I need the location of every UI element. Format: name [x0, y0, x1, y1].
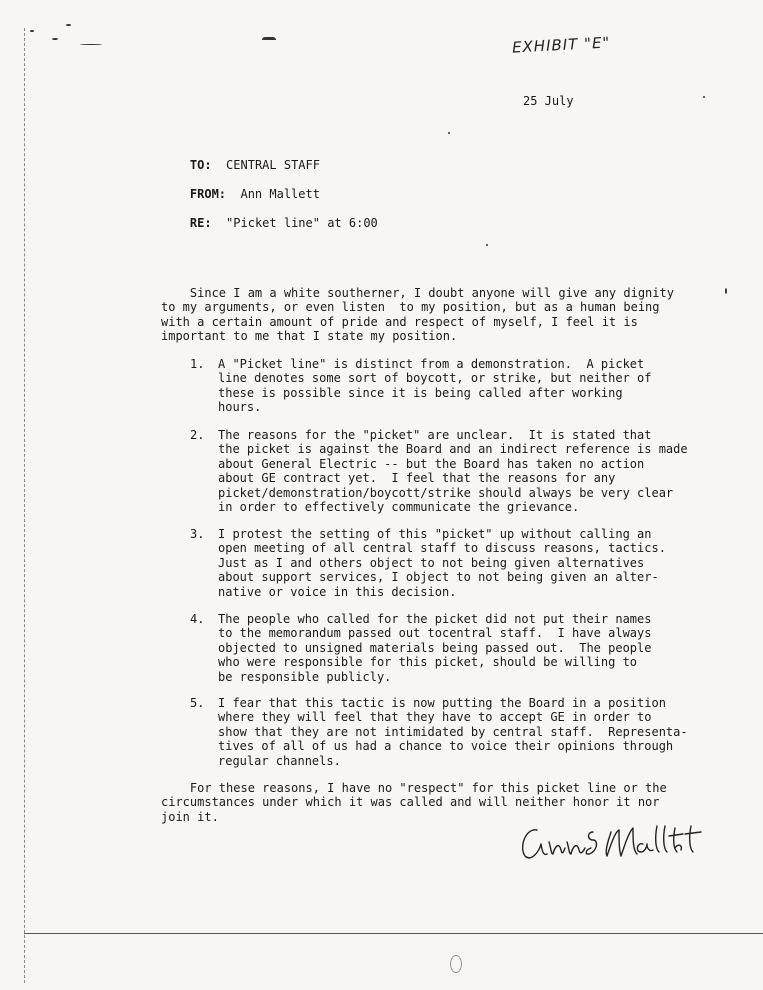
to-value: CENTRAL STAFF [226, 158, 320, 172]
exhibit-label: EXHIBIT "E" [511, 33, 611, 57]
scan-speck [52, 38, 58, 40]
from-value: Ann Mallett [240, 187, 320, 201]
closing-paragraph: For these reasons, I have no "respect" for this picket line or the circumstances under which it was called and will neither honor it nor join it. [161, 781, 667, 824]
item-text: I protest the setting of this "picket" up without calling an open meeting of all central staff to discuss reasons, tactics. Just as I and others object to not being given alternatives about support services, I object to not being given an alter- native or voice in this decision. [218, 527, 666, 599]
list-item-2 [190, 428, 688, 515]
list-item-4 [190, 612, 652, 684]
list-item-1 [190, 357, 652, 415]
item-number: 4. [190, 612, 205, 626]
item-text: A "Picket line" is distinct from a demonstration. A picket line denotes some sort of boycott, or strike, but neither of these is possible since it is being called after working hours. [218, 357, 652, 415]
intro-paragraph: Since I am a white southerner, I doubt anyone will give any dignity to my arguments, or even listen to my position, but as a human being with a certain amount of pride and respect of myself, I feel it is important to me that I state my position. [161, 286, 674, 344]
item-number: 5. [190, 696, 205, 710]
item-text: The people who called for the picket did not put their names to the memorandum passed out tocentral staff. I have always objected to unsigned materials being passed out. The people who were responsible for this picket, should be willing to be responsible publicly. [218, 612, 652, 684]
memo-date: 25 July [523, 94, 574, 108]
scan-speck [262, 37, 276, 40]
scan-speck [725, 288, 727, 294]
item-text: I fear that this tactic is now putting the Board in a position where they will feel that they have to accept GE in order to show that they are not intimidated by central staff. Representa- tives of all of us had a chance to voice their opinions through regular channels. [218, 696, 688, 768]
scan-speck [486, 244, 488, 246]
item-text: The reasons for the "picket" are unclear. It is stated that the picket is against the Board and an indirect reference is made about General Electric -- but the Board has taken no action about GE contract yet. I feel that the reasons for any picket/demonstration/boycott/strike should always be very clear in order to effectively communicate the grievance. [218, 428, 688, 515]
scan-speck [450, 955, 462, 973]
to-label: TO: [189, 158, 212, 172]
from-label: FROM: [189, 187, 227, 201]
scan-speck [703, 96, 705, 98]
bottom-rule-line [24, 933, 763, 934]
scan-speck [448, 132, 450, 134]
list-item-3 [190, 527, 666, 599]
left-margin-line [24, 28, 25, 983]
re-label: RE: [189, 216, 212, 230]
item-number: 1. [190, 357, 205, 371]
re-value: "Picket line" at 6:00 [226, 216, 378, 230]
re-line [161, 202, 378, 244]
item-number: 2. [190, 428, 205, 442]
list-item-5 [190, 696, 688, 768]
scan-speck [30, 30, 34, 32]
item-number: 3. [190, 527, 205, 541]
scan-speck [80, 44, 102, 45]
scan-speck [66, 24, 71, 26]
handwritten-signature [515, 818, 725, 866]
